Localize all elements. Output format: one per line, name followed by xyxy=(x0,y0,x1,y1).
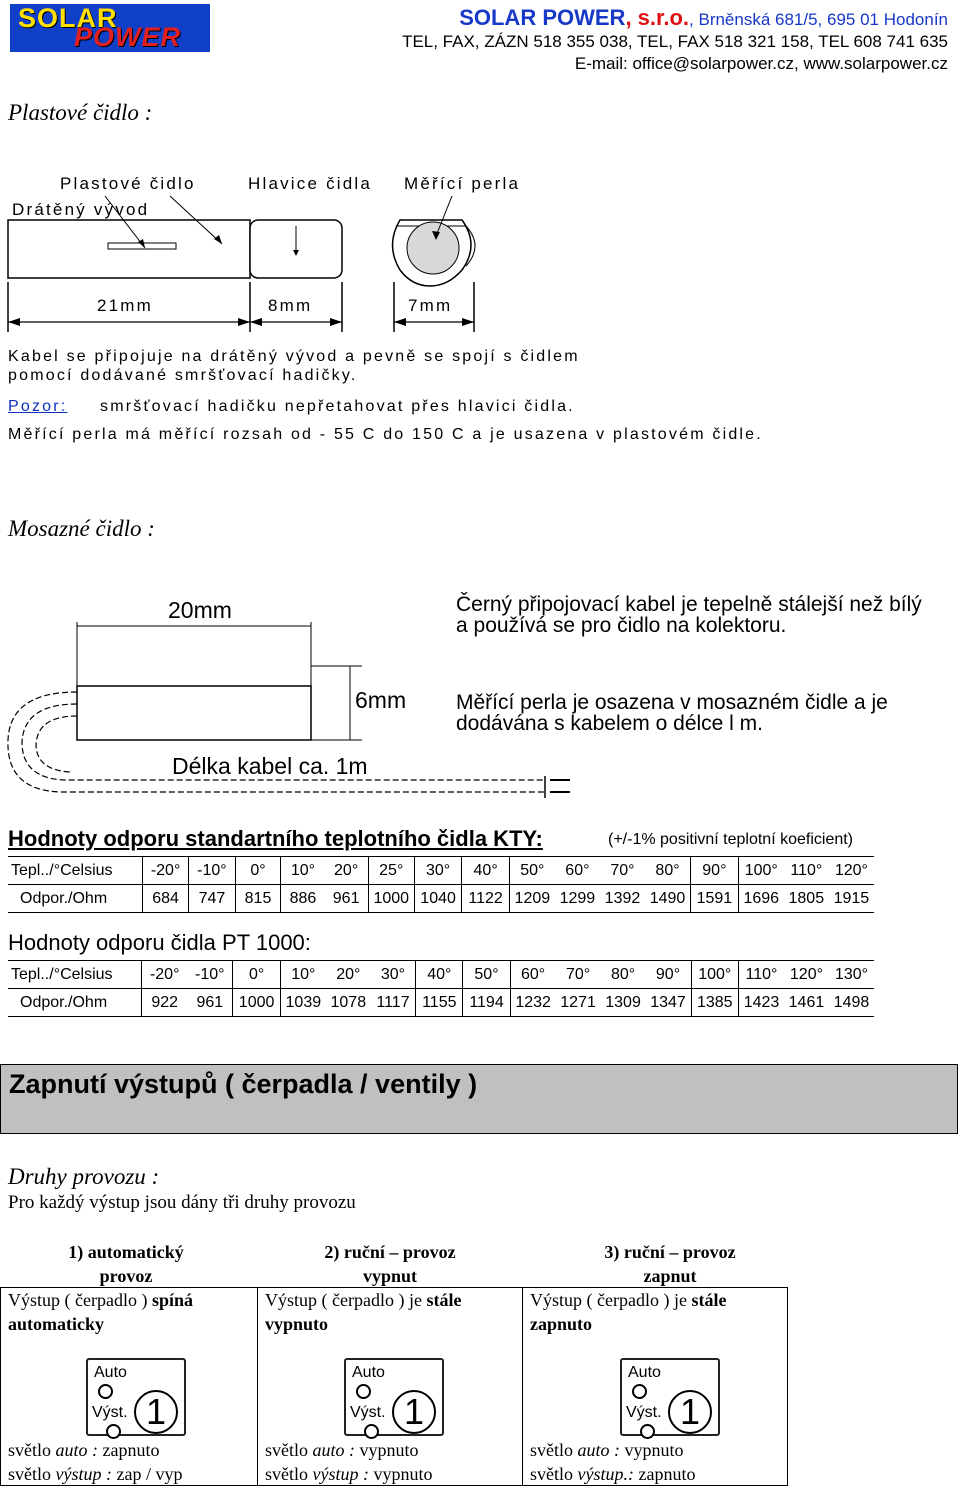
light-label: světlo xyxy=(8,1440,56,1460)
auto-led-icon xyxy=(356,1384,371,1399)
mode-3-header xyxy=(556,1240,784,1288)
table-cell: 0° xyxy=(235,857,281,885)
mode-2-desc-bold: stále xyxy=(426,1290,462,1310)
light-label: světlo xyxy=(8,1464,56,1484)
company-suffix: , s.r.o. xyxy=(625,5,690,30)
light-state: vypnuto xyxy=(624,1440,684,1460)
kty-ohm-label: Odpor./Ohm xyxy=(8,885,142,913)
table-cell: 110° xyxy=(784,857,829,885)
mode-3-header-line1: 3) ruční – provoz xyxy=(604,1242,736,1262)
table-cell: 961 xyxy=(325,885,369,913)
table-cell: 60° xyxy=(510,961,555,989)
light-name: auto : xyxy=(577,1440,625,1460)
brass-note-1: Černý připojovací kabel je tepelně stálejší než bílý a používá se pro čidlo na kolektoru. xyxy=(456,593,922,637)
mode-1-light-auto xyxy=(8,1438,182,1462)
table-cell: 70° xyxy=(600,857,645,885)
output-1-button[interactable]: 1 xyxy=(134,1390,178,1434)
table-cell: 60° xyxy=(555,857,600,885)
table-cell: 110° xyxy=(739,961,784,989)
light-name: výstup.: xyxy=(577,1464,639,1484)
table-cell: 50° xyxy=(463,961,510,989)
company-name: SOLAR POWER xyxy=(459,5,626,30)
plastic-text-2: pomocí dodávané smršťovací hadičky. xyxy=(8,367,358,384)
light-label: světlo xyxy=(530,1440,578,1460)
table-row xyxy=(8,961,874,989)
brass-sensor-title: Mosazné čidlo : xyxy=(8,516,155,541)
kty-temp-label: Tepl../°Celsius xyxy=(8,857,142,885)
pearl-core xyxy=(407,222,459,274)
output-1-button[interactable]: 1 xyxy=(668,1390,712,1434)
mode-2-header-line1: 2) ruční – provoz xyxy=(324,1242,456,1262)
table-cell: 80° xyxy=(645,857,691,885)
table-cell: 1490 xyxy=(645,885,691,913)
table-cell: 922 xyxy=(142,989,188,1017)
company-name-line xyxy=(459,5,948,31)
output-led-icon xyxy=(106,1424,121,1439)
table-cell: 1000 xyxy=(368,885,414,913)
table-cell: -10° xyxy=(189,857,235,885)
mode-3-desc xyxy=(530,1288,784,1336)
cable-inner xyxy=(36,716,77,772)
table-cell: 20° xyxy=(325,857,369,885)
table-cell: 25° xyxy=(368,857,414,885)
brass-body-outline xyxy=(77,686,311,740)
cable-length-label: Délka kabel ca. 1m xyxy=(172,753,368,779)
auto-led-icon xyxy=(632,1384,647,1399)
company-email: E-mail: office@solarpower.cz, www.solarpower.cz xyxy=(574,54,948,73)
modes-title: Druhy provozu : xyxy=(8,1164,160,1189)
label-plastic-sensor: Plastové čidlo xyxy=(60,174,196,193)
mode-3-desc-bold-2: zapnuto xyxy=(530,1314,593,1334)
mode-2-control-panel xyxy=(344,1358,444,1436)
output-1-button[interactable]: 1 xyxy=(392,1390,436,1434)
mode-1-header-line1: 1) automatický xyxy=(68,1242,184,1262)
mode-2-header xyxy=(280,1240,500,1288)
dim-6mm: 6mm xyxy=(355,687,407,713)
table-cell: 40° xyxy=(416,961,463,989)
table-cell: 80° xyxy=(601,961,646,989)
kty-table-title: Hodnoty odporu standartního teplotního čidla KTY: xyxy=(8,826,543,851)
light-label: světlo xyxy=(265,1464,313,1484)
company-phones: TEL, FAX, ZÁZN 518 355 038, TEL, FAX 518 321 158, TEL 608 741 635 xyxy=(402,32,948,51)
mode-3-light-auto xyxy=(530,1438,695,1462)
light-name: výstup : xyxy=(312,1464,374,1484)
table-cell: 815 xyxy=(235,885,281,913)
mode-2-lights xyxy=(265,1438,433,1486)
pt1000-table-title: Hodnoty odporu čidla PT 1000: xyxy=(8,930,311,955)
mode-2-header-line2: vypnut xyxy=(362,1266,418,1286)
mode-1-header xyxy=(20,1240,232,1288)
table-cell: 30° xyxy=(371,961,416,989)
label-sensor-head: Hlavice čidla xyxy=(248,174,373,193)
table-cell: 100° xyxy=(691,961,739,989)
table-cell: 1498 xyxy=(829,989,874,1017)
table-cell: -10° xyxy=(187,961,233,989)
light-state: zapnuto xyxy=(638,1464,696,1484)
pt-ohm-label: Odpor./Ohm xyxy=(8,989,142,1017)
table-cell: 70° xyxy=(556,961,601,989)
table-cell: 1232 xyxy=(510,989,555,1017)
mode-2-desc-text: Výstup ( čerpadlo ) je xyxy=(265,1290,427,1310)
mode-1-desc-bold-2: automaticky xyxy=(8,1314,104,1334)
table-cell: 1194 xyxy=(463,989,510,1017)
table-cell: 90° xyxy=(691,857,739,885)
table-cell: 1078 xyxy=(326,989,371,1017)
table-cell: 1915 xyxy=(829,885,874,913)
pt1000-table xyxy=(8,960,874,1017)
table-cell: 1591 xyxy=(691,885,739,913)
table-cell: 684 xyxy=(142,885,188,913)
light-state: zap / vyp xyxy=(116,1464,183,1484)
auto-led-icon xyxy=(98,1384,113,1399)
table-cell: 120° xyxy=(784,961,829,989)
table-cell: 20° xyxy=(326,961,371,989)
table-cell: 30° xyxy=(414,857,462,885)
table-cell: 886 xyxy=(281,885,325,913)
table-cell: 40° xyxy=(462,857,509,885)
dim-20mm: 20mm xyxy=(168,597,232,623)
table-cell: 961 xyxy=(187,989,233,1017)
light-label: světlo xyxy=(530,1464,578,1484)
mode-1-desc-bold: spíná xyxy=(151,1290,193,1310)
panel-output-label: Výst. xyxy=(350,1404,386,1421)
output-led-icon xyxy=(640,1424,655,1439)
table-cell: 1271 xyxy=(556,989,601,1017)
mode-2-light-auto xyxy=(265,1438,433,1462)
mode-1-desc xyxy=(8,1288,254,1336)
pt-temp-label: Tepl../°Celsius xyxy=(8,961,142,989)
panel-auto-label: Auto xyxy=(628,1364,661,1381)
table-cell: 90° xyxy=(646,961,691,989)
table-cell: 1117 xyxy=(371,989,416,1017)
light-state: vypnuto xyxy=(373,1464,433,1484)
plastic-text-3: Měřící perla má měřící rozsah od - 55 C do 150 C a je usazena v plastovém čidle. xyxy=(8,426,763,443)
mode-1-header-line2: provoz xyxy=(99,1266,153,1286)
dim-21mm: 21mm xyxy=(97,296,154,315)
table-row xyxy=(8,857,874,885)
table-row xyxy=(8,989,874,1017)
mode-3-desc-text: Výstup ( čerpadlo ) je xyxy=(530,1290,692,1310)
mode-3-desc-bold: stále xyxy=(691,1290,727,1310)
table-cell: 100° xyxy=(738,857,784,885)
outputs-banner xyxy=(0,1064,958,1134)
panel-output-label: Výst. xyxy=(626,1404,662,1421)
table-cell: -20° xyxy=(142,961,188,989)
table-cell: 120° xyxy=(829,857,874,885)
dim-7mm: 7mm xyxy=(408,296,453,315)
table-cell: 1309 xyxy=(601,989,646,1017)
table-cell: 10° xyxy=(280,961,325,989)
mode-3-light-output xyxy=(530,1462,695,1486)
light-name: auto : xyxy=(55,1440,103,1460)
panel-output-label: Výst. xyxy=(92,1404,128,1421)
label-wire-lead: Drátěný vývod xyxy=(12,200,150,219)
mode-2-light-output xyxy=(265,1462,433,1486)
plastic-sensor-drawing xyxy=(0,190,520,340)
mode-2-desc-bold-2: vypnuto xyxy=(265,1314,329,1334)
logo-text-bottom: POWER xyxy=(74,22,182,52)
mode-2-desc xyxy=(265,1288,519,1336)
panel-auto-label: Auto xyxy=(94,1364,127,1381)
company-logo xyxy=(10,4,210,52)
output-led-icon xyxy=(364,1424,379,1439)
modes-intro: Pro každý výstup jsou dány tři druhy provozu xyxy=(8,1192,356,1213)
plastic-text-1: Kabel se připojuje na drátěný vývod a pevně se spojí s čidlem xyxy=(8,348,580,365)
outputs-banner-title: Zapnutí výstupů ( čerpadla / ventily ) xyxy=(9,1069,478,1099)
panel-auto-label: Auto xyxy=(352,1364,385,1381)
table-cell: 1423 xyxy=(739,989,784,1017)
brass-note-2: Měřící perla je osazena v mosazném čidle a je dodávána s kabelem o délce l m. xyxy=(456,691,888,735)
mode-3-lights xyxy=(530,1438,695,1486)
mode-1-desc-text: Výstup ( čerpadlo ) xyxy=(8,1290,152,1310)
plastic-sensor-title: Plastové čidlo : xyxy=(8,100,153,125)
table-cell: 1040 xyxy=(414,885,462,913)
light-name: výstup : xyxy=(55,1464,117,1484)
table-cell: 1209 xyxy=(509,885,555,913)
warning-text: smršťovací hadičku nepřetahovat přes hlavici čidla. xyxy=(100,398,575,415)
table-cell: 10° xyxy=(281,857,325,885)
kty-note: (+/-1% positivní teplotní koeficient) xyxy=(608,831,854,848)
dim-8mm: 8mm xyxy=(268,296,313,315)
kty-table xyxy=(8,856,874,913)
table-cell: -20° xyxy=(142,857,188,885)
light-name: auto : xyxy=(312,1440,360,1460)
mode-1-light-output xyxy=(8,1462,182,1486)
light-state: zapnuto xyxy=(102,1440,160,1460)
mode-1-lights xyxy=(8,1438,182,1486)
table-cell: 0° xyxy=(233,961,281,989)
table-cell: 747 xyxy=(189,885,235,913)
light-state: vypnuto xyxy=(359,1440,419,1460)
mode-3-header-line2: zapnut xyxy=(643,1266,697,1286)
mode-1-control-panel xyxy=(86,1358,186,1436)
table-cell: 1461 xyxy=(784,989,829,1017)
table-cell: 1000 xyxy=(233,989,281,1017)
table-cell: 1299 xyxy=(555,885,600,913)
table-row xyxy=(8,885,874,913)
table-cell: 1385 xyxy=(691,989,739,1017)
light-label: světlo xyxy=(265,1440,313,1460)
table-cell: 1696 xyxy=(738,885,784,913)
label-measuring-pearl: Měřící perla xyxy=(404,174,521,193)
table-cell: 1392 xyxy=(600,885,645,913)
table-cell: 50° xyxy=(509,857,555,885)
table-cell: 1347 xyxy=(646,989,691,1017)
table-cell: 130° xyxy=(829,961,874,989)
mode-3-control-panel xyxy=(620,1358,720,1436)
table-cell: 1039 xyxy=(280,989,325,1017)
logo-text-top: SOLAR xyxy=(18,4,118,33)
table-cell: 1122 xyxy=(462,885,509,913)
table-cell: 1805 xyxy=(784,885,829,913)
company-address: , Brněnská 681/5, 695 01 Hodonín xyxy=(689,10,948,29)
table-cell: 1155 xyxy=(416,989,463,1017)
warning-label: Pozor: xyxy=(8,398,68,415)
